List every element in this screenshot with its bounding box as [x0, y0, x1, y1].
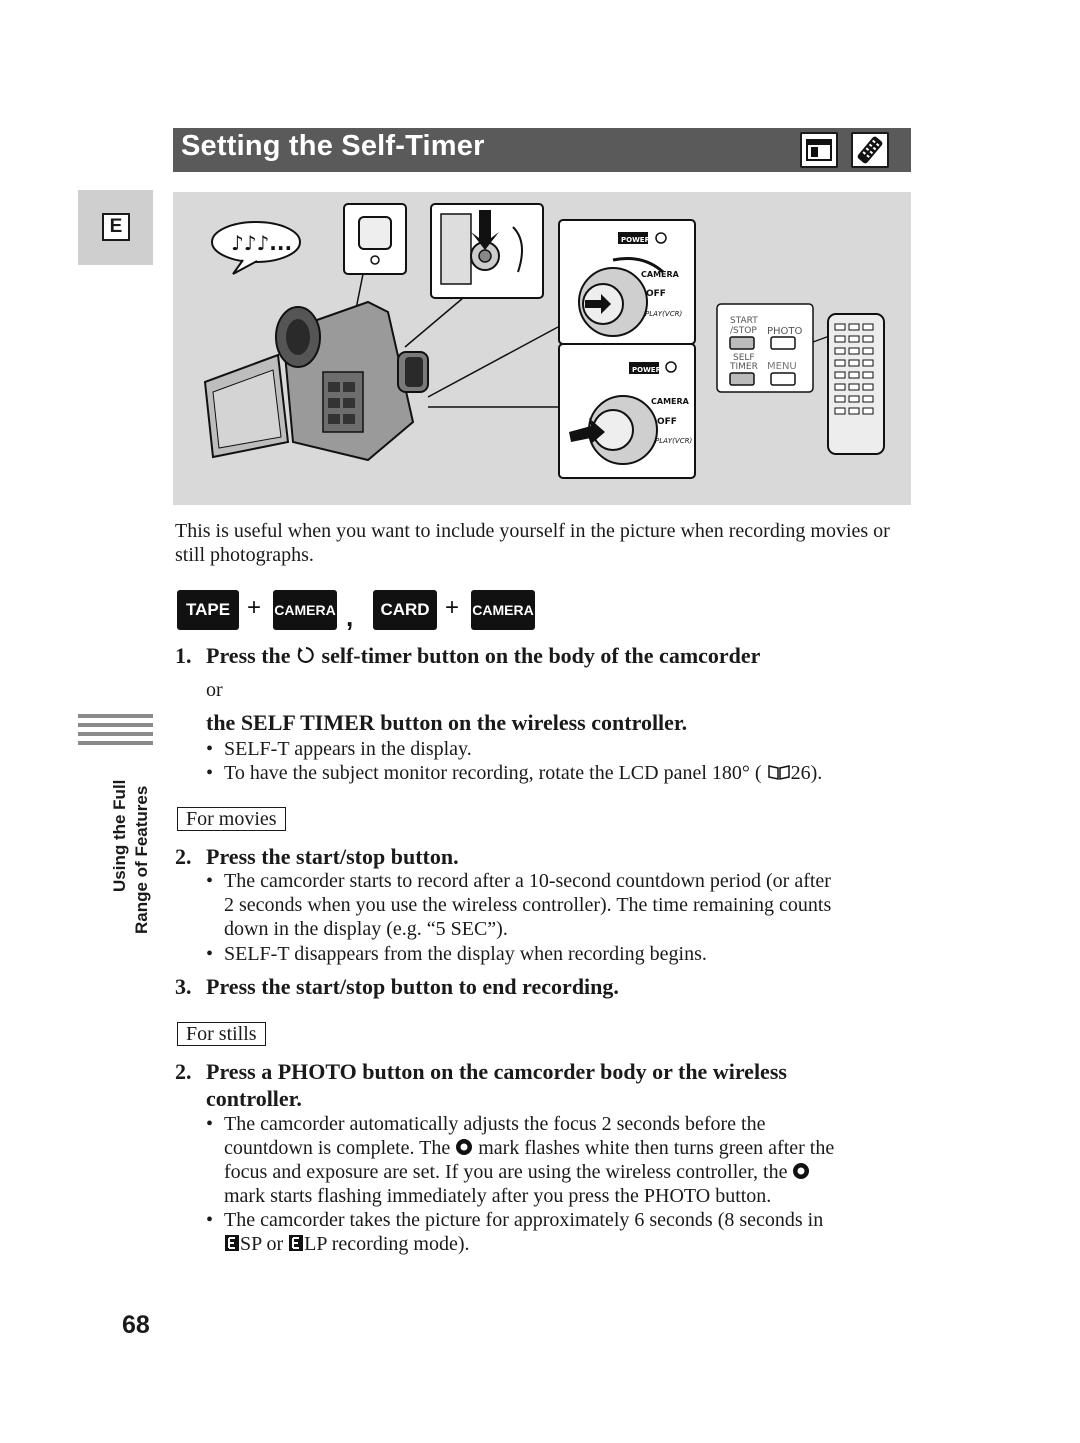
card-mode-badge: CARD	[373, 590, 437, 630]
step-1-text-b: self-timer button on the body of the camcorder	[321, 643, 761, 668]
step-1-heading: 1. Press the self-timer button on the body of the camcorder	[175, 643, 761, 668]
step-1-alternative: the SELF TIMER button on the wireless controller.	[206, 710, 688, 735]
svg-text:PLAY(VCR): PLAY(VCR)	[655, 437, 693, 445]
movies-step-3-heading: 3. Press the start/stop button to end recording.	[175, 974, 619, 999]
intro-paragraph: This is useful when you want to include yourself in the picture when recording movies or still photographs.	[175, 520, 890, 566]
wireless-controller-illustration	[828, 314, 884, 454]
stills-step-2-heading: 2. Press a PHOTO button on the camcorder body or the wireless controller.	[175, 1059, 787, 1111]
tape-mode-badge: TAPE	[177, 590, 239, 630]
list-item: • The camcorder starts to record after a 10-second countdown period (or after 2 seconds when you use the wireless controller). The time remaining counts down in the display (e.g. “5 SEC”).	[206, 870, 832, 940]
tape-e-icon	[288, 1234, 304, 1252]
step-1-text-a: Press the	[206, 643, 291, 668]
power-dial-playvcr	[559, 344, 695, 478]
for-stills-tag: For stills	[177, 1022, 266, 1046]
svg-text:START: START	[730, 316, 758, 326]
tape-e-icon	[224, 1234, 240, 1252]
svg-text:/STOP: /STOP	[730, 326, 757, 336]
list-item: • To have the subject monitor recording, rotate the LCD panel 180° ( 26).	[206, 762, 823, 784]
page-number: 68	[122, 1311, 150, 1339]
step-1-or: or	[206, 679, 223, 701]
power-dial-camera	[559, 220, 695, 344]
svg-text:OFF: OFF	[646, 289, 666, 299]
language-letter: E	[102, 213, 130, 241]
sidebar-line-1: Using the Full	[110, 779, 129, 892]
comma-separator: ,	[346, 602, 354, 632]
svg-text:POWER: POWER	[632, 366, 661, 374]
sidebar-line-2: Range of Features	[132, 785, 151, 934]
book-reference-icon	[767, 763, 791, 781]
illustration-panel	[173, 192, 911, 505]
plus-sign: +	[247, 594, 262, 621]
section-header	[173, 128, 911, 172]
svg-text:PHOTO: PHOTO	[767, 326, 803, 337]
language-tab	[78, 190, 153, 265]
section-sidebar	[74, 764, 162, 934]
svg-text:POWER: POWER	[621, 236, 650, 244]
beep-bubble	[212, 222, 300, 274]
svg-text:MENU: MENU	[767, 361, 797, 372]
beep-label: ♪♪♪...	[231, 231, 293, 255]
focus-mark-icon	[455, 1138, 473, 1156]
remote-buttons-callout	[717, 304, 835, 392]
wireless-controller-icon	[851, 132, 889, 168]
for-movies-tag: For movies	[177, 807, 286, 831]
svg-text:OFF: OFF	[657, 417, 677, 427]
list-item: • The camcorder automatically adjusts the focus 2 seconds before the countdown is complete. The mark flashes white then turns green after the focus and exposure are set. If you are using the wireless controller, the mark starts flashing immediately after you press the PHOTO button.	[206, 1113, 835, 1207]
list-item: • SELF-T appears in the display.	[206, 738, 472, 760]
list-item: • The camcorder takes the picture for approximately 6 seconds (8 seconds in SP or LP recording mode).	[206, 1209, 824, 1255]
svg-text:CAMERA: CAMERA	[641, 270, 679, 279]
svg-text:PLAY(VCR): PLAY(VCR)	[645, 310, 683, 318]
svg-text:SELF: SELF	[733, 353, 755, 363]
side-decoration	[78, 714, 153, 750]
camera-mode-badge: CAMERA	[273, 590, 337, 630]
self-timer-icon	[296, 645, 316, 665]
list-item: • SELF-T disappears from the display when recording begins.	[206, 943, 707, 965]
svg-text:CAMERA: CAMERA	[651, 397, 689, 406]
camcorder-illustration	[205, 302, 558, 460]
camera-mode-badge: CAMERA	[471, 590, 535, 630]
page-title: Setting the Self-Timer	[181, 130, 485, 162]
camcorder-icon	[800, 132, 838, 168]
focus-mark-icon	[792, 1162, 810, 1180]
photo-button-callout	[405, 204, 543, 347]
svg-text:TIMER: TIMER	[730, 362, 758, 372]
plus-sign: +	[445, 594, 460, 621]
movies-step-2-heading: 2. Press the start/stop button.	[175, 844, 459, 869]
